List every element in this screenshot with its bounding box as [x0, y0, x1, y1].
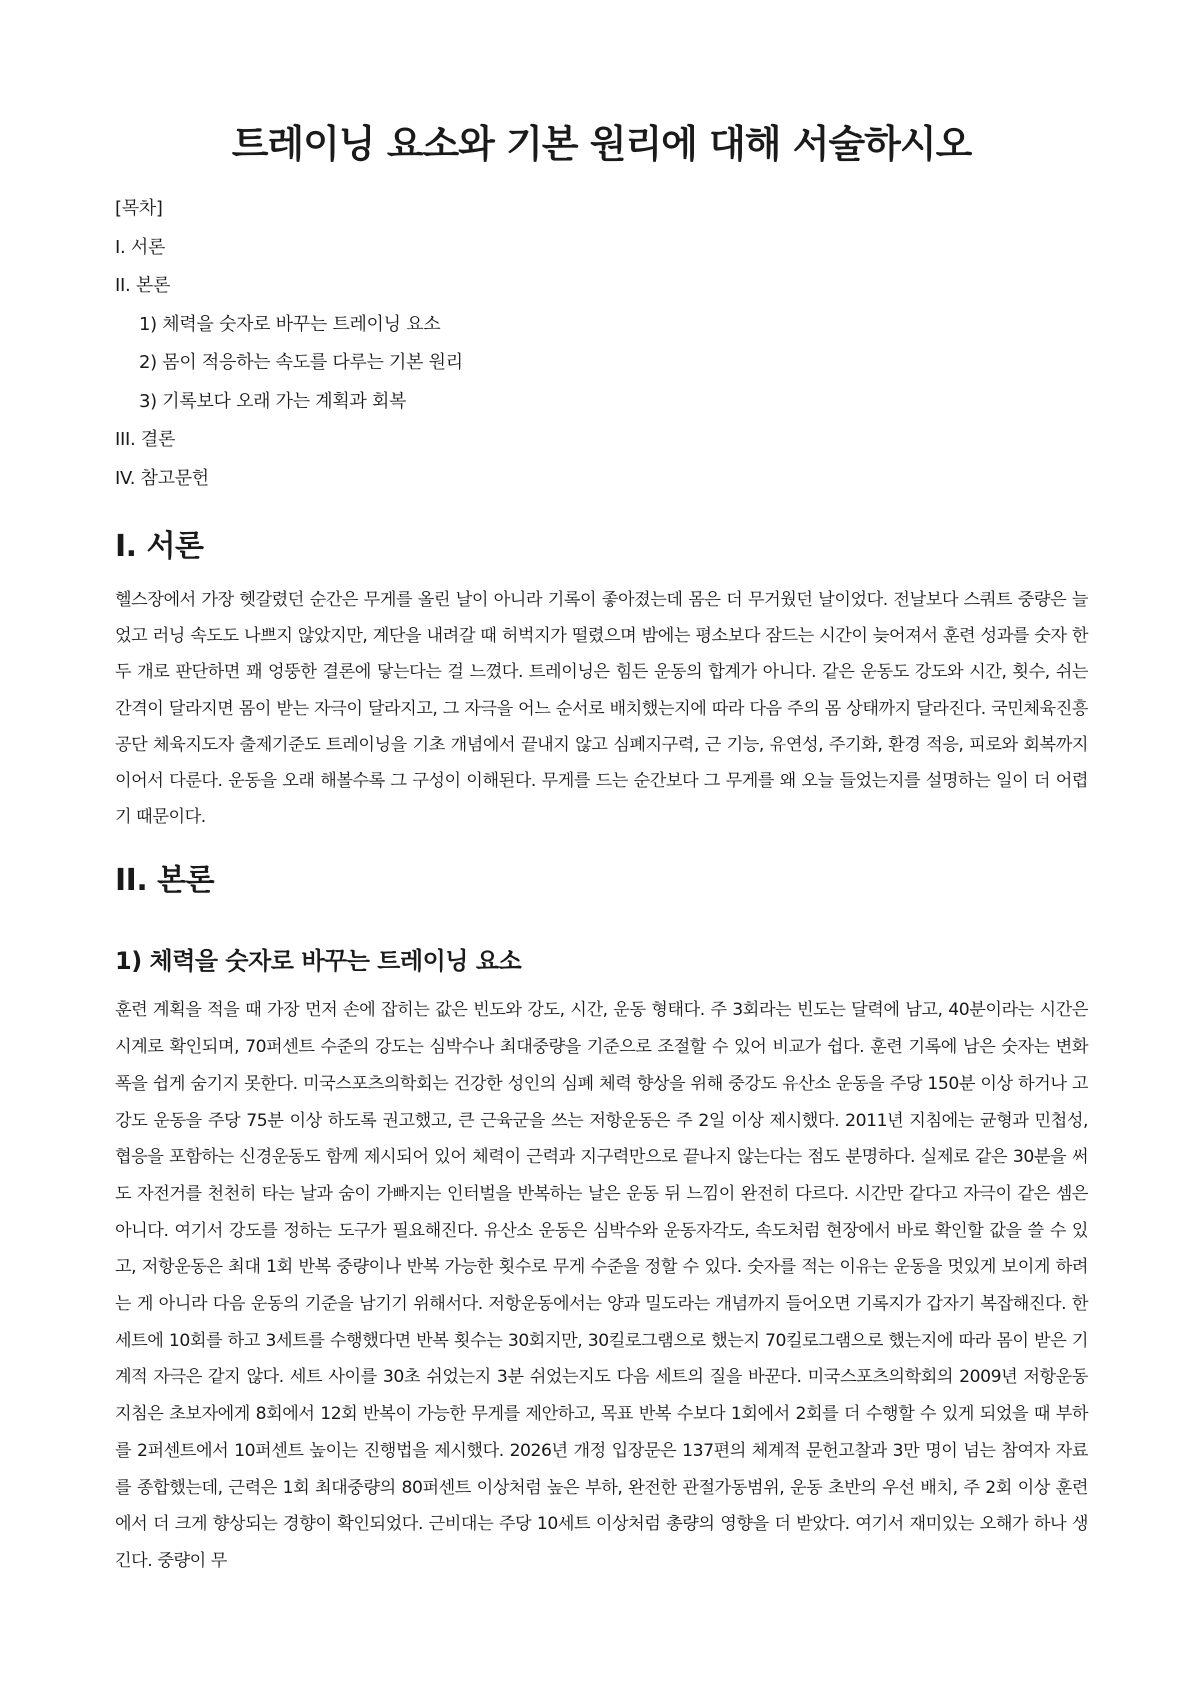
body-sub1-paragraph: 훈련 계획을 적을 때 가장 먼저 손에 잡히는 값은 빈도와 강도, 시간, 운동 형태다. 주 3회라는 빈도는 달력에 남고, 40분이라는 시간은 시계로 확인되며, 70퍼센트 수준의 강도는 심박수나 최대중량을 기준으로 조절할 수 있어 비교가 쉽다. 훈련 기록에 남은 숫자는 변화 폭을 쉽게 숨기지 못한다. 미국스포츠의학회는 건강한 성인의 심폐 체력 향상을 위해 중강도 유산소 운동을 주당 150분 이상 하거나 고강도 운동을 주당 75분 이상 하도록 권고했고, 큰 근육군을 쓰는 저항운동은 주 2일 이상 제시했다. 2011년 지침에는 균형과 민첩성, 협응을 포함하는 신경운동도 함께 제시되어 있어 체력이 근력과 지구력만으로 끝나지 않는다는 점도 분명하다. 실제로 같은 30분을 써도 자전거를 천천히 타는 날과 숨이 가빠지는 인터벌을 반복하는 날은 운동 뒤 느낌이 완전히 다르다. 시간만 같다고 자극이 같은 셈은 아니다. 여기서 강도를 정하는 도구가 필요해진다. 유산소 운동은 심박수와 운동자각도, 속도처럼 현장에서 바로 확인할 값을 쓸 수 있고, 저항운동은 최대 1회 반복 중량이나 반복 가능한 횟수로 무게 수준을 정할 수 있다. 숫자를 적는 이유는 운동을 멋있게 보이게 하려는 게 아니라 다음 운동의 기준을 남기기 위해서다. 저항운동에서는 양과 밀도라는 개념까지 들어오면 기록지가 갑자기 복잡해진다. 한 세트에 10회를 하고 3세트를 수행했다면 반복 횟수는 30회지만, 30킬로그램으로 했는지 70킬로그램으로 했는지에 따라 몸이 받은 기계적 자극은 같지 않다. 세트 사이를 30초 쉬었는지 3분 쉬었는지도 다음 세트의 질을 바꾼다. 미국스포츠의학회의 2009년 저항운동 지침은 초보자에게 8회에서 12회 반복이 가능한 무게를 제안하고, 목표 반복 수보다 1회에서 2회를 더 수행할 수 있게 되었을 때 부하를 2퍼센트에서 10퍼센트 높이는 진행법을 제시했다. 2026년 개정 입장문은 137편의 체계적 문헌고찰과 3만 명이 넘는 참여자 자료를 종합했는데, 근력은 1회 최대중량의 80퍼센트 이상처럼 높은 부하, 완전한 관절가동범위, 운동 초반의 우선 배치, 주 2회 이상 훈련에서 더 크게 향상되는 경향이 확인되었다. 근비대는 주당 10세트 이상처럼 총량의 영향을 더 받았다. 여기서 재미있는 오해가 하나 생긴다. 중량이 무	[115, 1000, 1088, 1571]
body-sub1-heading: 1) 체력을 숫자로 바꾸는 트레이닝 요소	[115, 947, 522, 976]
toc-item-intro: I. 서론	[115, 236, 166, 258]
table-of-contents	[115, 190, 1088, 498]
toc-item-conclusion: III. 결론	[115, 429, 176, 450]
toc-item-body: II. 본론	[115, 275, 171, 296]
toc-item-body-2: 2) 몸이 적응하는 속도를 다루는 기본 원리	[139, 352, 463, 373]
toc-item-body-1: 1) 체력을 숫자로 바꾸는 트레이닝 요소	[139, 313, 441, 335]
body-heading: II. 본론	[115, 863, 215, 899]
toc-label: [목차]	[115, 198, 163, 219]
intro-heading: I. 서론	[115, 529, 204, 564]
document-title: 트레이닝 요소와 기본 원리에 대해 서술하시오	[231, 122, 972, 166]
intro-paragraph: 헬스장에서 가장 헷갈렸던 순간은 무게를 올린 날이 아니라 기록이 좋아졌는데 몸은 더 무거웠던 날이었다. 전날보다 스쿼트 중량은 늘었고 러닝 속도도 나쁘지 않았지만, 계단을 내려갈 때 허벅지가 떨렸으며 밤에는 평소보다 잠드는 시간이 늦어져서 훈련 성과를 숫자 한두 개로 판단하면 꽤 엉뚱한 결론에 닿는다는 걸 느꼈다. 트레이닝은 힘든 운동의 합계가 아니다. 같은 운동도 강도와 시간, 횟수, 쉬는 간격이 달라지면 몸이 받는 자극이 달라지고, 그 자극을 어느 순서로 배치했는지에 따라 다음 주의 몸 상태까지 달라진다. 국민체육진흥공단 체육지도자 출제기준도 트레이닝을 기초 개념에서 끝내지 않고 심폐지구력, 근 기능, 유연성, 주기화, 환경 적응, 피로와 회복까지 이어서 다룬다. 운동을 오래 해볼수록 그 구성이 이해된다. 무게를 드는 순간보다 그 무게를 왜 오늘 들었는지를 설명하는 일이 더 어렵기 때문이다.	[115, 590, 1088, 828]
toc-item-references: IV. 참고문헌	[115, 467, 209, 489]
toc-item-body-3: 3) 기록보다 오래 가는 계획과 회복	[139, 390, 407, 412]
